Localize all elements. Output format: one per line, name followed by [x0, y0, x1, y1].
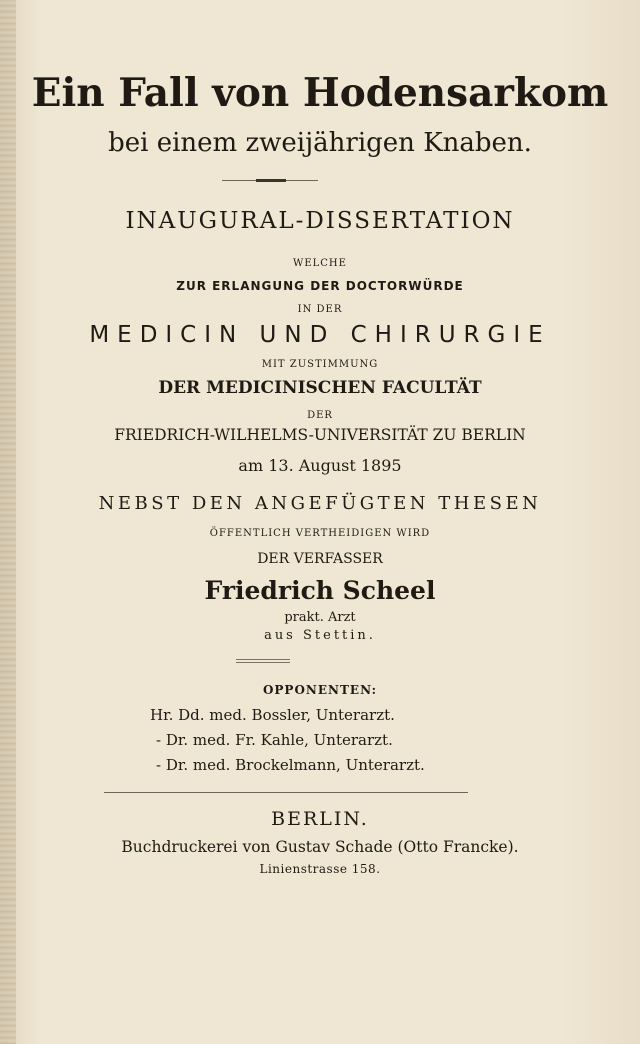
welche-text: WELCHE	[293, 258, 347, 269]
nebst-heading: NEBST DEN ANGEFÜGTEN THESEN	[98, 493, 542, 514]
oeffentlich-text: ÖFFENTLICH VERTHEIDIGEN WIRD	[209, 528, 431, 539]
datum-text: am 13. August 1895	[238, 456, 402, 475]
mit-zustimmung-text: MIT ZUSTIMMUNG	[261, 359, 379, 370]
verfasser-label: DER VERFASSER	[257, 551, 383, 567]
dissertation-heading: INAUGURAL-DISSERTATION	[125, 208, 515, 234]
double-rule-bottom	[236, 662, 290, 663]
opponenten-list	[150, 703, 490, 778]
verfasser-name: Friedrich Scheel	[204, 576, 436, 605]
opponent-3: - Dr. med. Brockelmann, Unterarzt.	[156, 756, 425, 774]
opponent-2: - Dr. med. Fr. Kahle, Unterarzt.	[156, 731, 393, 749]
ort-text: BERLIN.	[271, 808, 369, 830]
zur-erlangung-text: ZUR ERLANGUNG DER DOCTORWÜRDE	[176, 279, 464, 293]
divider-rule-center	[256, 179, 286, 182]
in-der-text: IN DER	[297, 304, 343, 315]
double-rule-top	[236, 659, 290, 660]
druckerei-text: Buchdruckerei von Gustav Schade (Otto Francke).	[121, 838, 519, 856]
der-text: DER	[307, 410, 333, 421]
opponenten-label: OPPONENTEN:	[262, 683, 378, 697]
opponent-1: Hr. Dd. med. Bossler, Unterarzt.	[150, 706, 395, 724]
fakultaet-heading: DER MEDICINISCHEN FACULTÄT	[158, 378, 482, 398]
herkunft-text: aus Stettin.	[264, 628, 376, 643]
adresse-text: Linienstrasse 158.	[259, 862, 381, 876]
universitaet-text: FRIEDRICH-WILHELMS-UNIVERSITÄT ZU BERLIN	[114, 426, 526, 444]
document-subtitle: bei einem zweijährigen Knaben.	[108, 128, 532, 158]
medicin-heading: MEDICIN UND CHIRURGIE	[89, 322, 551, 348]
long-divider-rule	[104, 792, 468, 793]
beruf-text: prakt. Arzt	[284, 610, 356, 625]
document-title: Ein Fall von Hodensarkom	[31, 70, 609, 116]
